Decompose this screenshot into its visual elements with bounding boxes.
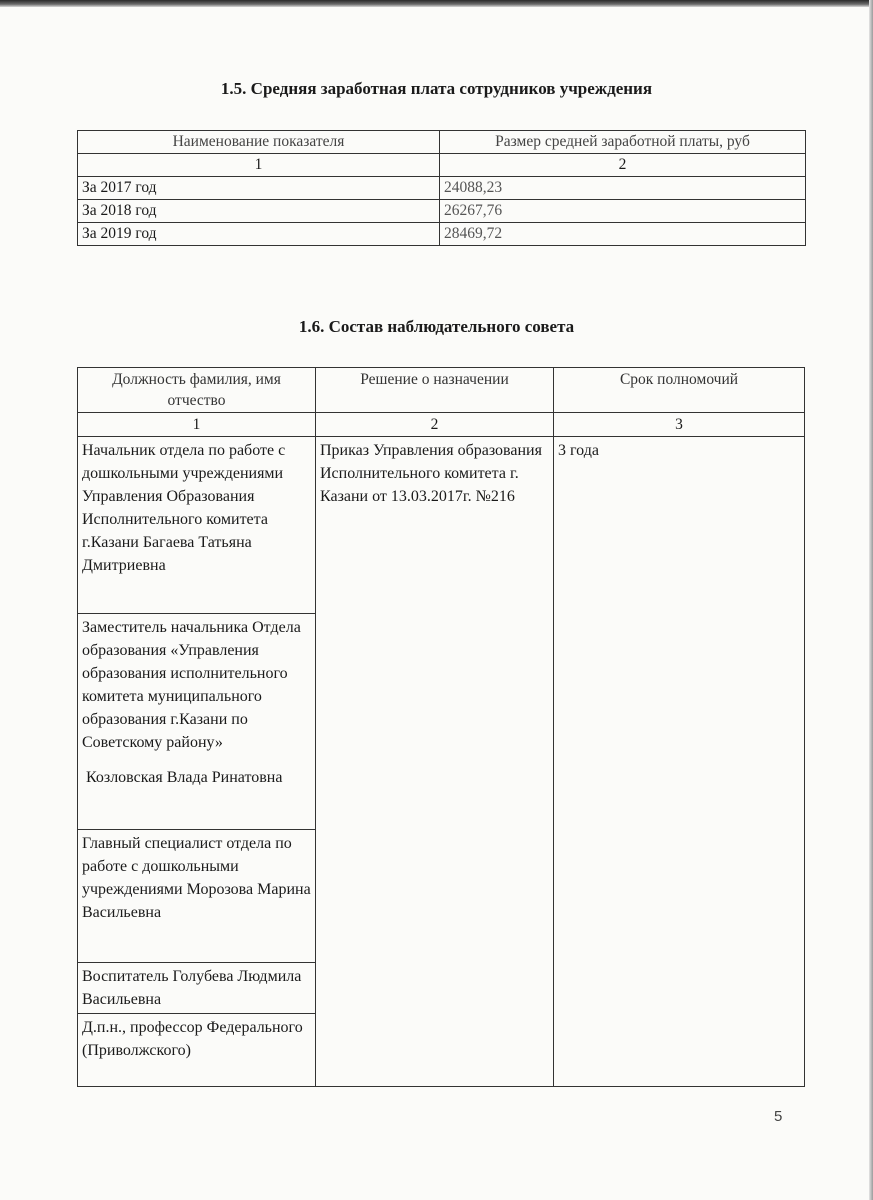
council-section-title: 1.6. Состав наблюдательного совета — [298, 317, 575, 336]
council-table — [77, 367, 805, 1087]
table-row — [78, 223, 806, 246]
salary-year-label: За 2018 год — [78, 200, 440, 223]
council-member — [78, 614, 316, 830]
council-index-row — [78, 413, 805, 437]
council-decision: Приказ Управления образования Исполнительного комитета г. Казани от 13.03.2017г. №216 — [316, 437, 554, 1087]
council-index-1: 1 — [78, 413, 316, 437]
council-index-2: 2 — [316, 413, 554, 437]
salary-section-title: 1.5. Средняя заработная плата сотрудников учреждения — [220, 79, 653, 98]
council-member: Воспитатель Голубева Людмила Васильевна — [78, 963, 316, 1014]
salary-year-label: За 2019 год — [78, 223, 440, 246]
council-header-row — [78, 368, 805, 413]
salary-index-2: 2 — [440, 154, 806, 177]
salary-index-row — [78, 154, 806, 177]
council-header-decision: Решение о назначении — [316, 368, 554, 413]
table-row — [78, 200, 806, 223]
page-number: 5 — [774, 1108, 783, 1125]
council-member-name: Козловская Влада Ринатовна — [82, 769, 283, 786]
council-member: Главный специалист отдела по работе с дошкольными учреждениями Морозова Марина Васильевна — [78, 830, 316, 963]
table-row — [78, 437, 805, 614]
salary-table — [77, 130, 806, 246]
salary-index-1: 1 — [78, 154, 440, 177]
salary-year-label: За 2017 год — [78, 177, 440, 200]
table-row — [78, 177, 806, 200]
council-header-term: Срок полномочий — [554, 368, 805, 413]
council-term: 3 года — [554, 437, 805, 1087]
council-header-position: Должность фамилия, имя отчество — [78, 368, 316, 413]
council-member: Д.п.н., профессор Федерального (Приволжского) — [78, 1014, 316, 1087]
salary-header-indicator: Наименование показателя — [78, 131, 440, 154]
salary-value: 28469,72 — [440, 223, 806, 246]
salary-value: 26267,76 — [440, 200, 806, 223]
salary-header-row — [78, 131, 806, 154]
scan-top-edge — [0, 0, 873, 7]
council-index-3: 3 — [554, 413, 805, 437]
scan-right-edge — [869, 0, 873, 1200]
salary-value: 24088,23 — [440, 177, 806, 200]
council-member: Начальник отдела по работе с дошкольными учреждениями Управления Образования Исполнительного комитета г.Казани Багаева Татьяна Дмитриевна — [78, 437, 316, 614]
salary-header-amount: Размер средней заработной платы, руб — [440, 131, 806, 154]
council-member-position: Заместитель начальника Отдела образования «Управления образования исполнительного комитета муниципального образования г.Казани по Советскому району» — [82, 619, 301, 751]
